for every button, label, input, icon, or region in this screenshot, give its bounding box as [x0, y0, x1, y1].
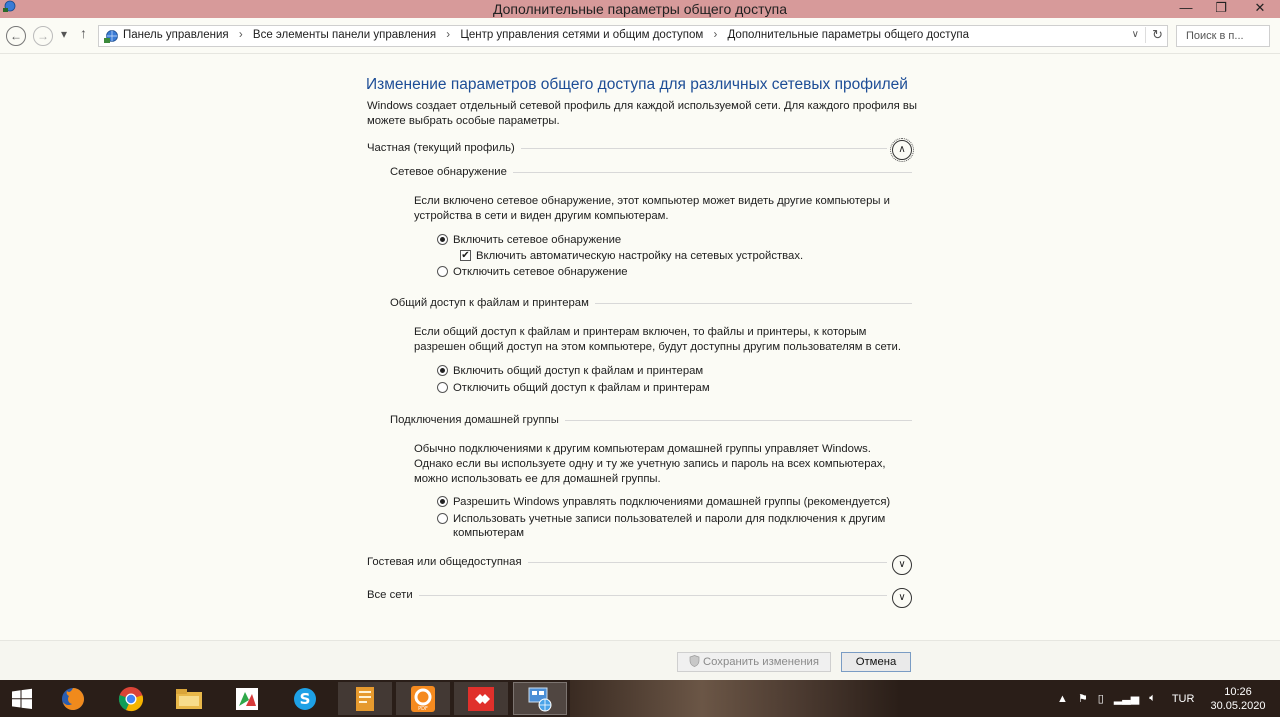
option-label: Включить автоматическую настройку на сетевых устройствах. — [476, 250, 804, 262]
radio-button[interactable] — [437, 365, 448, 376]
option-label: Отключить общий доступ к файлам и принтерам — [453, 382, 710, 394]
use-user-accounts-option[interactable] — [437, 512, 897, 540]
homegroup-header — [390, 414, 912, 426]
breadcrumb-network-sharing-center[interactable]: Центр управления сетями и общим доступом — [460, 29, 704, 41]
save-changes-label: Сохранить изменения — [702, 656, 819, 668]
radio-button[interactable] — [437, 266, 448, 277]
radio-button[interactable] — [437, 513, 448, 524]
action-center-flag-icon[interactable]: ⚑ — [1077, 693, 1088, 705]
restore-button[interactable]: ❐ — [1215, 0, 1227, 15]
profile-all-networks-label: Все сети — [367, 589, 413, 601]
expand-guest-button[interactable]: ∨ — [892, 555, 912, 575]
checkbox[interactable]: ✔ — [461, 250, 470, 261]
breadcrumb-control-panel[interactable]: Панель управления — [123, 29, 229, 41]
page-title: Изменение параметров общего доступа для различных сетевых профилей — [366, 76, 908, 93]
pdf-icon[interactable] — [396, 682, 450, 715]
uac-shield-icon — [689, 655, 700, 667]
file-explorer-icon[interactable] — [162, 682, 216, 715]
option-label: Отключить сетевое обнаружение — [453, 266, 628, 278]
divider — [513, 172, 912, 173]
skype-icon[interactable] — [278, 682, 332, 715]
taskbar-background — [570, 680, 900, 717]
disable-file-sharing-option[interactable] — [437, 381, 710, 395]
radio-button[interactable] — [437, 382, 448, 393]
network-center-icon — [103, 29, 119, 45]
breadcrumb-separator[interactable]: › — [713, 29, 718, 41]
option-label: Разрешить Windows управлять подключениями домашней группы (рекомендуется) — [453, 496, 891, 508]
firefox-icon[interactable] — [46, 682, 100, 715]
search-placeholder: Поиск в п... — [1186, 30, 1244, 42]
profile-all-networks-header[interactable] — [367, 589, 887, 601]
signal-icon[interactable]: ▂▃▅ — [1113, 693, 1140, 705]
power-icon[interactable]: ▯ — [1097, 693, 1104, 705]
close-button[interactable]: ✕ — [1254, 0, 1266, 15]
clock-date: 30.05.2020 — [1210, 700, 1266, 712]
collapse-private-button[interactable]: ∧ — [892, 140, 912, 160]
profile-private-header[interactable] — [367, 142, 887, 154]
divider — [528, 562, 887, 563]
save-changes-button[interactable] — [677, 652, 831, 672]
option-label: Включить общий доступ к файлам и принтерам — [453, 365, 704, 377]
notes-icon[interactable] — [338, 682, 392, 715]
main-content — [0, 55, 1280, 640]
chrome-icon[interactable] — [104, 682, 158, 715]
show-hidden-icons-button[interactable]: ▲ — [1057, 692, 1068, 705]
language-indicator[interactable]: TUR — [1171, 692, 1195, 705]
network-center-icon[interactable] — [513, 682, 567, 715]
file-printer-sharing-description: Если общий доступ к файлам и принтерам включен, то файлы и принтеры, к которым разрешен общий доступ на этом компьютере, будут доступны другим пользователям в сети. — [414, 326, 902, 353]
refresh-button[interactable]: ↻ — [1145, 27, 1163, 43]
breadcrumb-all-control-panel-items[interactable]: Все элементы панели управления — [252, 29, 437, 41]
file-printer-sharing-label: Общий доступ к файлам и принтерам — [390, 297, 589, 309]
divider — [521, 148, 887, 149]
title-bar — [0, 0, 1280, 18]
clock-time: 10:26 — [1224, 686, 1252, 698]
enable-network-discovery-option[interactable] — [437, 233, 621, 247]
intro-text: Windows создает отдельный сетевой профиль для каждой используемой сети. Для каждого профиля вы можете выбрать особые параметры. — [367, 100, 917, 127]
dialog-footer — [0, 640, 1280, 680]
clock[interactable] — [1208, 685, 1268, 713]
window-title: Дополнительные параметры общего доступа — [492, 1, 788, 17]
divider — [595, 303, 912, 304]
network-discovery-header — [390, 166, 912, 178]
option-label: Включить сетевое обнаружение — [453, 234, 622, 246]
breadcrumb-advanced-sharing-settings[interactable]: Дополнительные параметры общего доступа — [727, 29, 970, 41]
expand-all-networks-button[interactable]: ∨ — [892, 588, 912, 608]
breadcrumb-separator[interactable]: › — [446, 29, 451, 41]
breadcrumb — [123, 29, 969, 41]
enable-file-sharing-option[interactable] — [437, 364, 703, 378]
svg-text:S: S — [299, 689, 311, 708]
volume-icon[interactable]: 🔈︎ — [1149, 692, 1156, 704]
anydesk-icon[interactable] — [454, 682, 508, 715]
recent-locations-button[interactable]: ▾ — [61, 27, 68, 41]
profile-private-label: Частная (текущий профиль) — [367, 142, 515, 154]
up-button[interactable]: ↑ — [80, 25, 87, 41]
address-field[interactable] — [98, 25, 1168, 47]
breadcrumb-separator[interactable]: › — [238, 29, 243, 41]
homegroup-description: Обычно подключениями к другим компьютерам домашней группы управляет Windows. Однако если вы используете одну и ту же учетную запись и пароль на всех компьютерах, можно использовать ее для домашней группы. — [414, 443, 886, 485]
system-tray — [1057, 680, 1194, 717]
disable-network-discovery-option[interactable] — [437, 265, 628, 279]
network-discovery-label: Сетевое обнаружение — [390, 166, 507, 178]
minimize-button[interactable]: — — [1179, 0, 1193, 15]
profile-guest-label: Гостевая или общедоступная — [367, 556, 522, 568]
file-printer-sharing-header — [390, 297, 912, 309]
homegroup-label: Подключения домашней группы — [390, 414, 559, 426]
option-label: Использовать учетные записи пользователей и пароли для подключения к другим компьютерам — [453, 513, 886, 539]
divider — [565, 420, 912, 421]
cancel-button[interactable]: Отмена — [841, 652, 911, 672]
search-input[interactable] — [1176, 25, 1270, 47]
divider — [419, 595, 887, 596]
back-button[interactable]: ← — [6, 26, 26, 46]
app-icon[interactable] — [220, 682, 274, 715]
forward-button[interactable]: → — [33, 26, 53, 46]
taskbar — [0, 680, 1280, 717]
radio-button[interactable] — [437, 234, 448, 245]
navigation-bar — [0, 18, 1280, 54]
radio-button[interactable] — [437, 496, 448, 507]
profile-guest-header[interactable] — [367, 556, 887, 568]
svg-text:PDF: PDF — [418, 705, 428, 712]
auto-setup-devices-option[interactable] — [460, 249, 803, 263]
address-dropdown-button[interactable]: ∨ — [1131, 29, 1139, 40]
start-icon[interactable] — [0, 682, 44, 715]
windows-manage-homegroup-option[interactable] — [437, 495, 890, 509]
network-discovery-description: Если включено сетевое обнаружение, этот компьютер может видеть другие компьютеры и устройства в сети и виден другим компьютерам. — [414, 195, 890, 222]
